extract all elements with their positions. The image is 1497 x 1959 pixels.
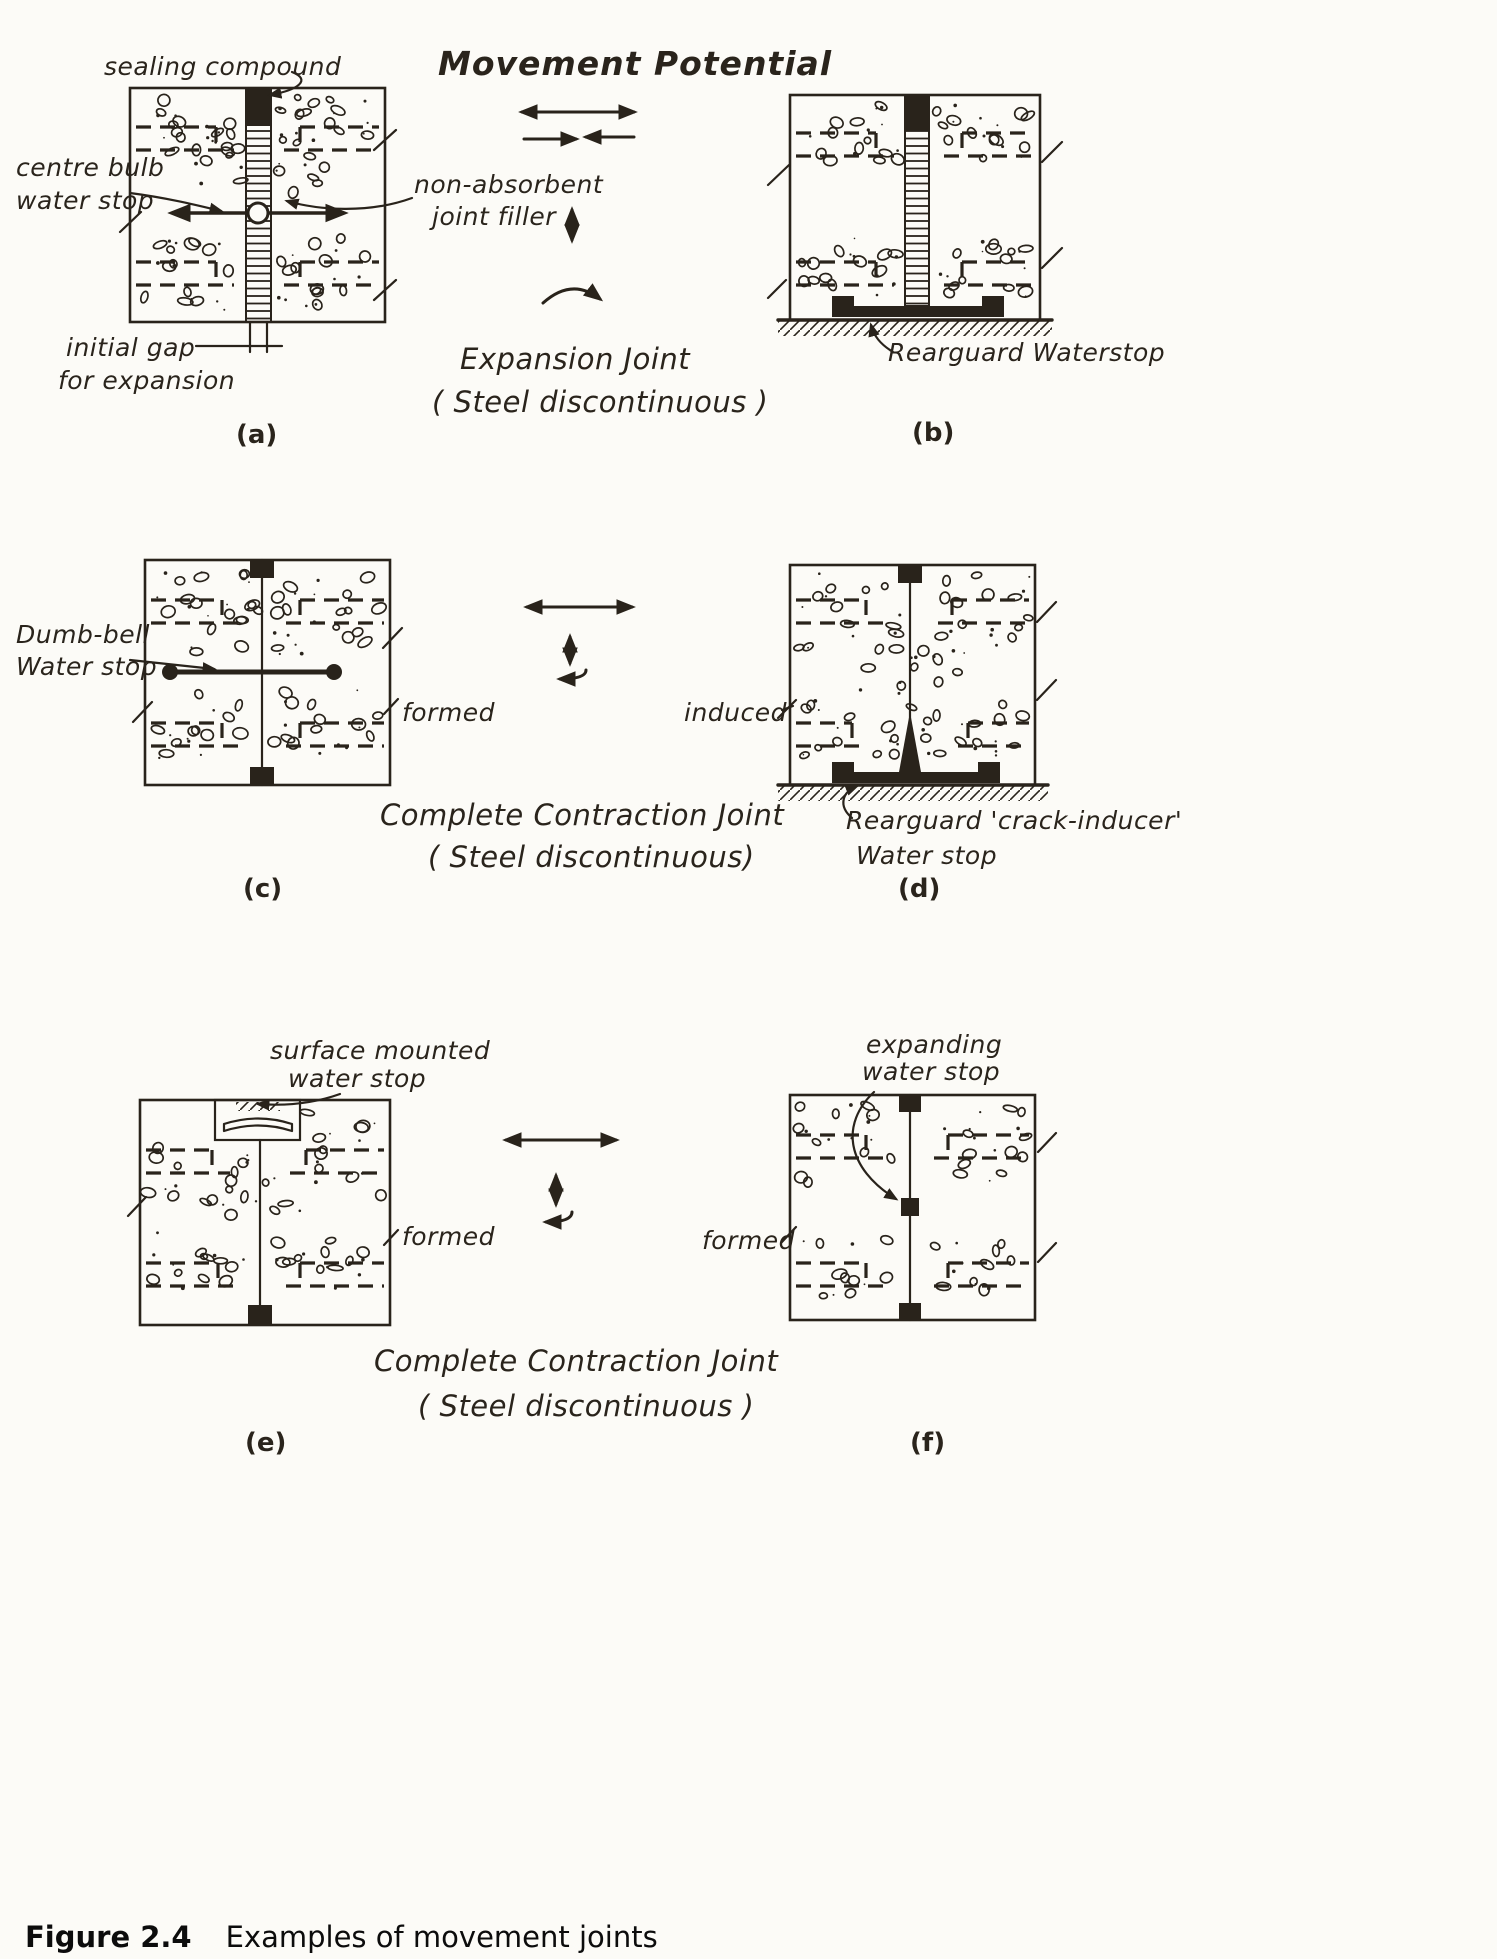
contraction-ef-label: Complete Contraction Joint <box>374 1344 779 1378</box>
panel-a-drawing <box>120 72 412 352</box>
sealing-compound-plug <box>904 95 930 131</box>
rotation-arrow <box>560 670 586 679</box>
formed-label-e: formed <box>402 1222 495 1251</box>
expansion-joint-label: Expansion Joint <box>460 342 691 376</box>
centre-bulb <box>248 203 268 223</box>
panel-f-drawing <box>781 1092 1056 1320</box>
surface-mounted-label-2: water stop <box>288 1064 427 1093</box>
figure-caption <box>25 1920 658 1954</box>
aggregate <box>939 237 1034 299</box>
aggregate <box>300 1108 388 1202</box>
aggregate <box>156 569 250 655</box>
rotation-arrow <box>546 1212 572 1222</box>
contraction-cd-sub: ( Steel discontinuous) <box>428 840 755 874</box>
initial-gap-lines <box>250 322 267 352</box>
break-marks <box>778 602 1056 718</box>
contraction-arrows-ef <box>506 1140 616 1222</box>
top-plug <box>250 560 274 578</box>
aggregate <box>275 93 374 143</box>
caption-c: (c) <box>243 874 283 904</box>
ground-hatch <box>778 786 1048 801</box>
aggregate <box>199 1173 301 1220</box>
caption-a: (a) <box>236 420 278 450</box>
expansion-joint-sub: ( Steel discontinuous ) <box>432 385 769 419</box>
caption-d: (d) <box>898 874 941 904</box>
formed-label-f: formed <box>702 1226 795 1255</box>
top-plug <box>898 565 922 583</box>
centre-bulb-label-2: water stop <box>16 186 155 215</box>
aggregate <box>155 94 245 157</box>
figure-number: Figure 2.4 <box>25 1920 192 1954</box>
expanding-label-1: expanding <box>866 1030 1003 1059</box>
aggregate <box>269 570 388 655</box>
aggregate <box>968 699 1030 757</box>
top-plug <box>899 1095 921 1112</box>
surface-mounted-label-1: surface mounted <box>270 1036 491 1065</box>
caption-e: (e) <box>245 1428 287 1458</box>
expanding-label-2: water stop <box>862 1057 1001 1086</box>
rearguard-crack-label-2: Water stop <box>856 841 998 870</box>
aggregate <box>792 1100 896 1187</box>
rotation-arrow <box>543 289 600 303</box>
centre-bulb-label-1: centre bulb <box>16 153 165 182</box>
sealing-compound-label: sealing compound <box>104 52 342 81</box>
movement-potential-title: Movement Potential <box>438 44 833 83</box>
contraction-ef-sub: ( Steel discontinuous ) <box>418 1389 755 1423</box>
joint-filler-label-1: non-absorbent <box>414 170 604 199</box>
caption-b: (b) <box>912 418 955 448</box>
induced-label: induced <box>684 698 787 727</box>
caption-f: (f) <box>910 1428 946 1458</box>
aggregate <box>943 1104 1032 1182</box>
rearguard-crack-label-1: Rearguard 'crack-inducer' <box>846 806 1183 835</box>
figure-title: Examples of movement joints <box>225 1920 658 1954</box>
aggregate <box>803 1234 894 1299</box>
ground-hatch <box>778 321 1052 336</box>
break-marks <box>781 1133 1056 1262</box>
break-marks <box>128 1197 398 1245</box>
rearguard-waterstop-label: Rearguard Waterstop <box>888 338 1166 367</box>
joint-filler-label-2: joint filler <box>432 202 557 231</box>
panel-e-drawing <box>128 1094 398 1325</box>
sealing-compound-plug <box>245 88 272 126</box>
surface-mounted-water-stop-shape <box>215 1100 300 1140</box>
wall-section <box>140 1100 390 1325</box>
bottom-plug <box>899 1303 921 1320</box>
aggregate <box>935 571 1034 652</box>
aggregate <box>146 1231 245 1290</box>
contraction-arrows-cd <box>527 607 632 679</box>
aggregate <box>793 572 904 653</box>
joint-filler-leader <box>287 198 412 209</box>
bottom-plug <box>248 1305 272 1325</box>
contraction-cd-label: Complete Contraction Joint <box>380 798 785 832</box>
aggregate <box>799 699 856 760</box>
aggregate <box>140 236 234 311</box>
formed-label-c: formed <box>402 698 495 727</box>
aggregate <box>274 138 331 199</box>
dumbbell-label-1: Dumb-bell <box>16 620 150 649</box>
panel-c-drawing <box>130 560 402 785</box>
aggregate <box>798 238 904 297</box>
dumbbell-label-2: Water stop <box>16 652 158 681</box>
aggregate <box>194 127 248 186</box>
rebar-dashed <box>796 600 1029 746</box>
panel-b-drawing <box>768 95 1062 352</box>
bottom-plug <box>250 767 274 785</box>
initial-gap-label-1: initial gap <box>66 333 196 362</box>
panel-d-drawing <box>778 565 1056 818</box>
expanding-water-stop-shape <box>901 1198 919 1216</box>
initial-gap-label-2: for expansion <box>58 366 236 395</box>
aggregate <box>275 233 371 312</box>
